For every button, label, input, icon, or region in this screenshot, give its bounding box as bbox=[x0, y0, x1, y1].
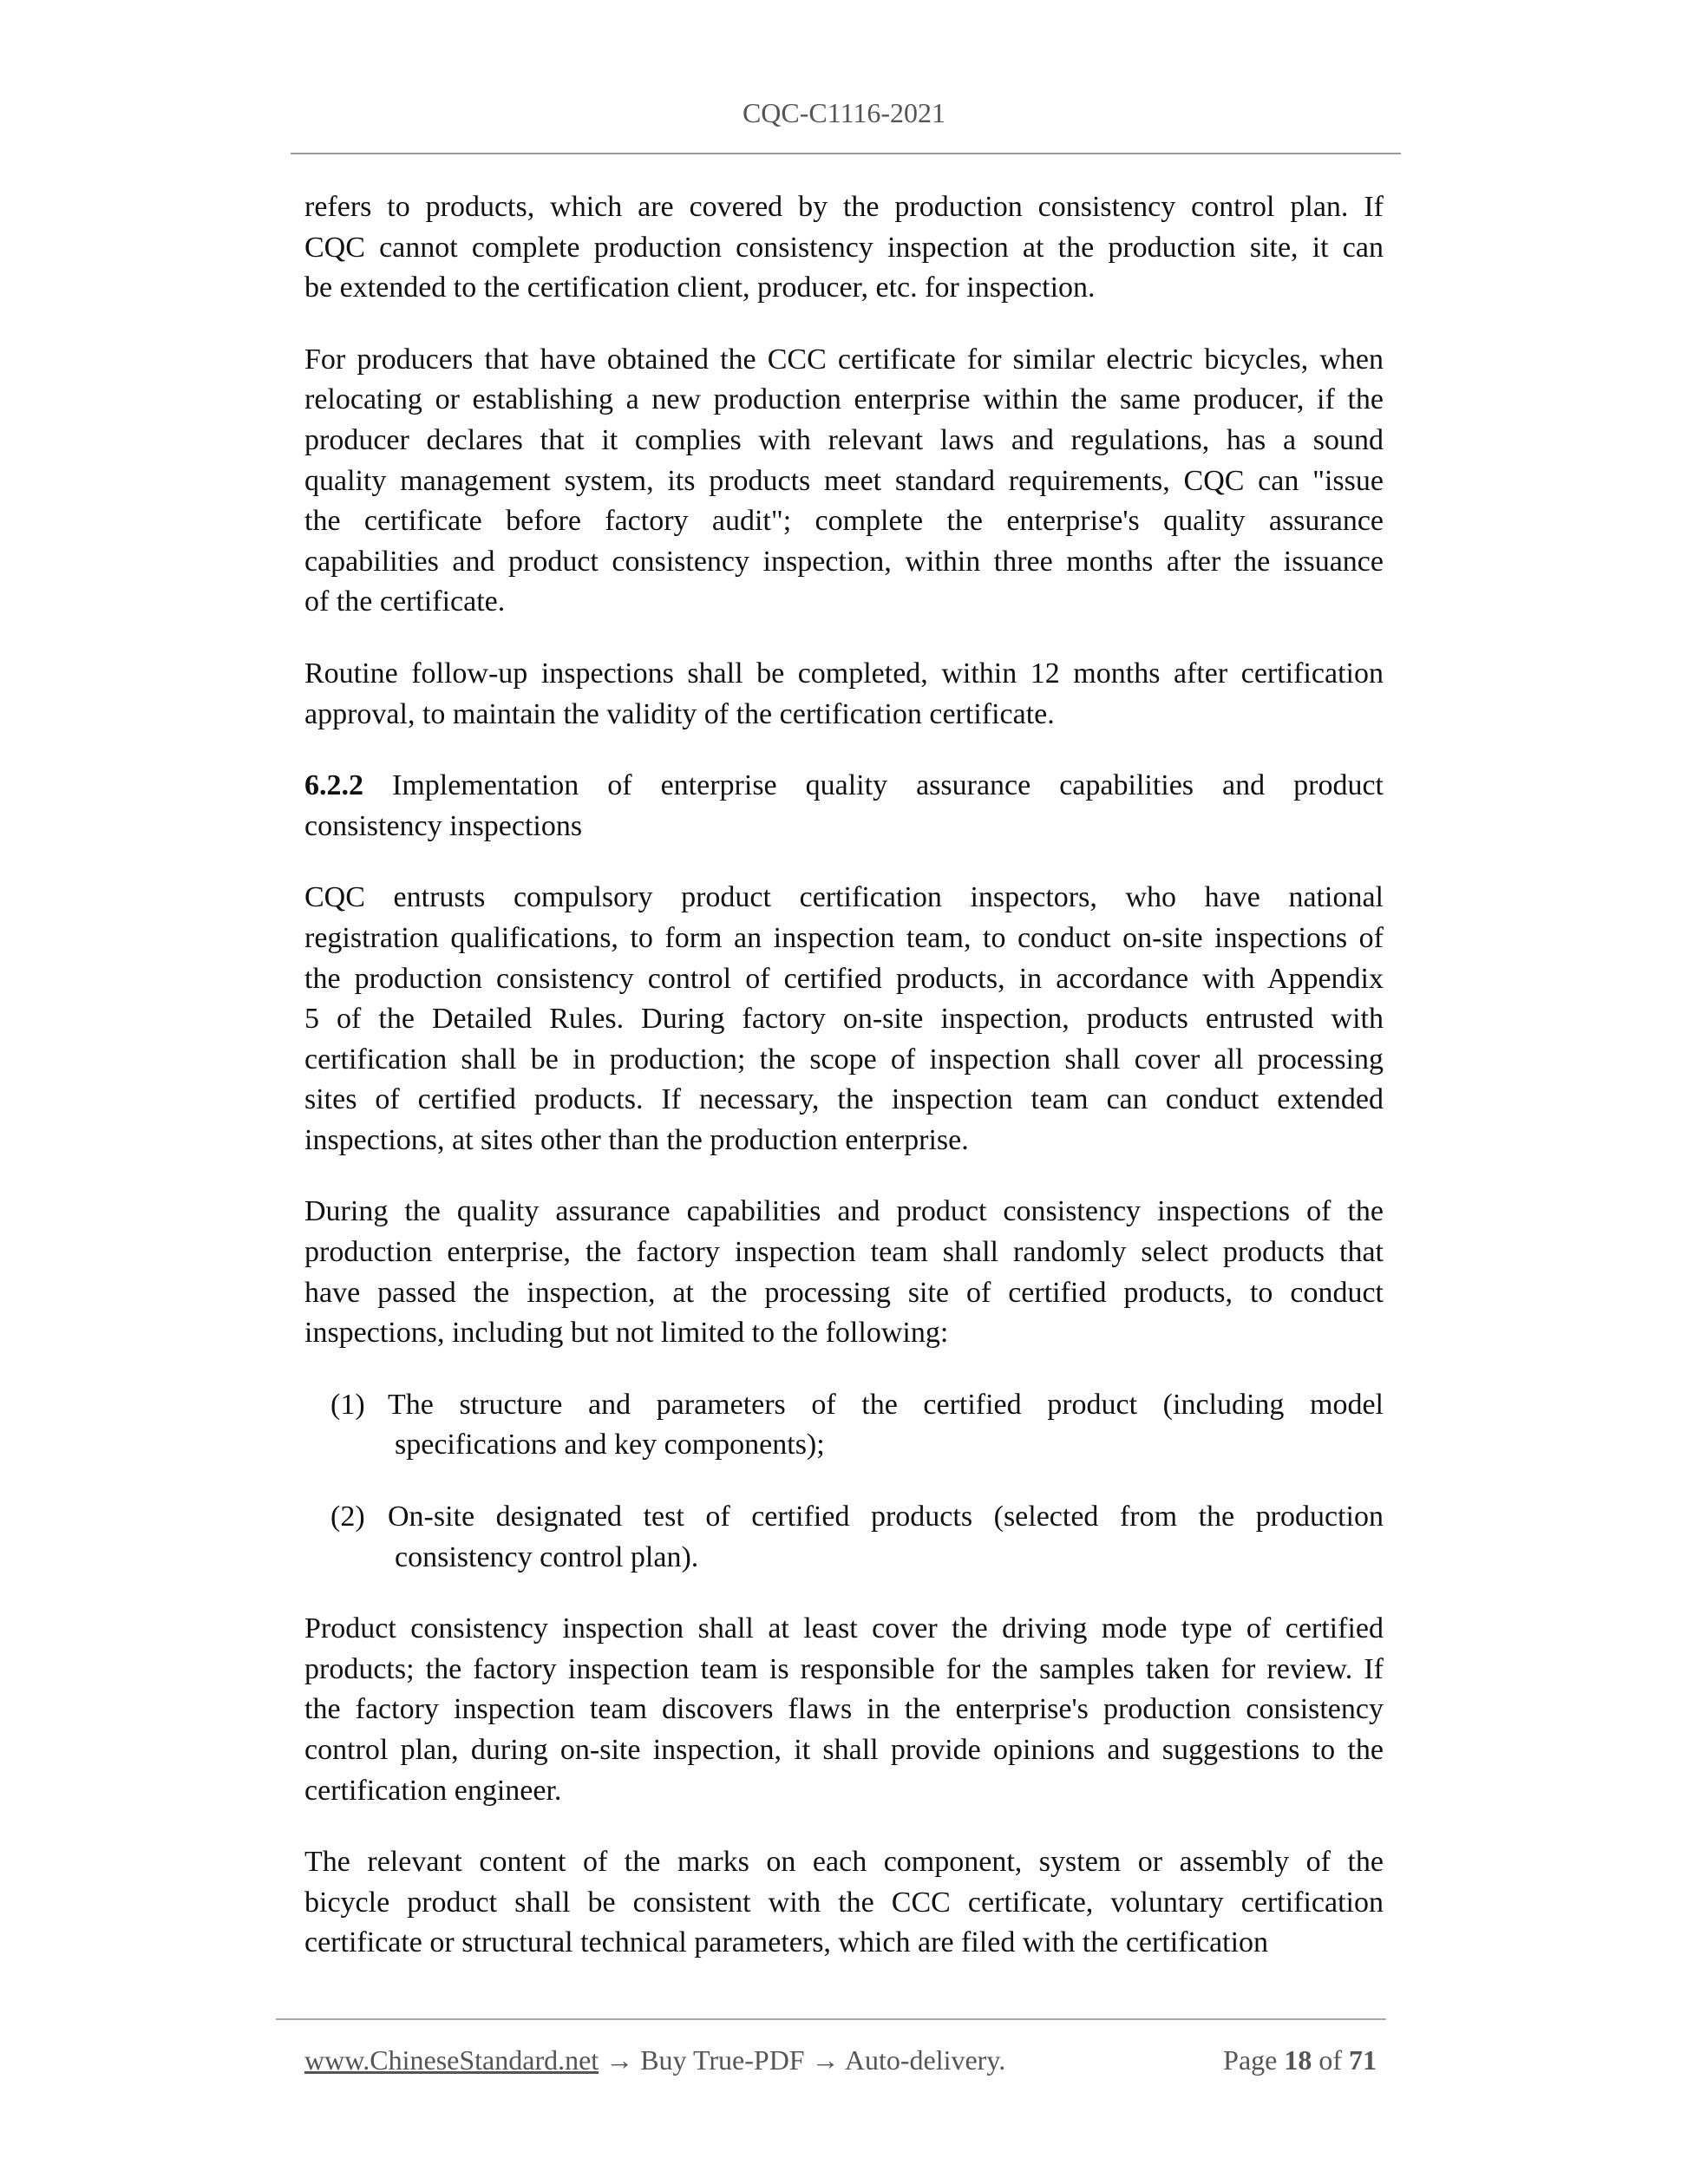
text-line: consistency control plan). bbox=[395, 1540, 699, 1573]
text-line: products; the factory inspection team is responsible for the samples taken for review. If bbox=[304, 1652, 1384, 1685]
paragraph bbox=[304, 187, 1384, 309]
text-line: The relevant content of the marks on each component, system or assembly of the bbox=[304, 1846, 1384, 1879]
text-line: certification engineer. bbox=[304, 1774, 562, 1807]
text-line: control plan, during on-site inspection, it shall provide opinions and suggestions to the bbox=[304, 1734, 1384, 1766]
list-number: (2) bbox=[330, 1501, 365, 1533]
text-line: registration qualifications, to form an inspection team, to conduct on-site inspections of bbox=[304, 921, 1384, 954]
text-line: certification shall be in production; the scope of inspection shall cover all processing bbox=[304, 1043, 1384, 1076]
text-line: the certificate before factory audit"; complete the enterprise's quality assurance bbox=[304, 505, 1384, 538]
text-line: refers to products, which are covered by the production consistency control plan. If bbox=[304, 191, 1384, 223]
text-line: approval, to maintain the validity of the certification certificate. bbox=[304, 697, 1055, 730]
text-line: the production consistency control of certified products, in accordance with Appendix bbox=[304, 962, 1384, 995]
text-line: specifications and key components); bbox=[395, 1429, 825, 1461]
paragraph bbox=[304, 1609, 1384, 1811]
arrow-icon: → bbox=[605, 2044, 634, 2076]
current-page: 18 bbox=[1284, 2044, 1312, 2076]
text-line: producer declares that it complies with relevant laws and regulations, has a sound bbox=[304, 423, 1384, 456]
page-label: Page bbox=[1223, 2044, 1278, 2076]
document-body bbox=[304, 187, 1384, 1995]
text-line: For producers that have obtained the CCC certificate for similar electric bicycles, when bbox=[304, 343, 1384, 376]
text-line: have passed the inspection, at the processing site of certified products, to conduct bbox=[304, 1276, 1384, 1309]
text-line: CQC entrusts compulsory product certification inspectors, who have national bbox=[304, 881, 1384, 914]
text-line: 5 of the Detailed Rules. During factory on-site inspection, products entrusted with bbox=[304, 1003, 1384, 1036]
text-line: The structure and parameters of the certified product (including model bbox=[388, 1388, 1384, 1421]
text-line: inspections, including but not limited to the following: bbox=[304, 1317, 949, 1350]
paragraph bbox=[304, 1192, 1384, 1353]
text-line: quality management system, its products meet standard requirements, CQC can "issue bbox=[304, 464, 1384, 497]
paragraph bbox=[304, 1842, 1384, 1964]
section-number: 6.2.2 bbox=[304, 769, 363, 802]
list-item bbox=[304, 1385, 1384, 1466]
list-item bbox=[304, 1497, 1384, 1578]
website-link[interactable]: www.ChineseStandard.net bbox=[304, 2044, 599, 2076]
text-line: of the certificate. bbox=[304, 585, 506, 618]
document-id-header: CQC-C1116-2021 bbox=[742, 97, 946, 128]
page-footer bbox=[304, 2044, 1377, 2076]
buy-pdf-text: Buy True-PDF bbox=[640, 2044, 805, 2076]
section-heading bbox=[304, 766, 1384, 847]
text-line: CQC cannot complete production consistency inspection at the production site, it can bbox=[304, 231, 1384, 264]
text-line: Product consistency inspection shall at least cover the driving mode type of certified bbox=[304, 1612, 1384, 1645]
footer-divider bbox=[276, 2018, 1386, 2020]
paragraph bbox=[304, 654, 1384, 735]
text-line: sites of certified products. If necessary, the inspection team can conduct extended bbox=[304, 1083, 1384, 1116]
header-divider bbox=[291, 153, 1401, 154]
text-line: production enterprise, the factory inspection team shall randomly select products that bbox=[304, 1236, 1384, 1269]
total-pages: 71 bbox=[1349, 2044, 1377, 2076]
text-line: relocating or establishing a new production enterprise within the same producer, if the bbox=[304, 383, 1384, 416]
footer-promo bbox=[304, 2044, 1005, 2076]
text-line: On-site designated test of certified products (selected from the production bbox=[388, 1501, 1384, 1533]
arrow-icon: → bbox=[811, 2044, 840, 2076]
text-line: the factory inspection team discovers flaws in the enterprise's production consistency bbox=[304, 1693, 1384, 1726]
text-line: Routine follow-up inspections shall be completed, within 12 months after certification bbox=[304, 657, 1384, 690]
page-number bbox=[1223, 2044, 1377, 2076]
text-line: be extended to the certification client, producer, etc. for inspection. bbox=[304, 271, 1096, 304]
auto-delivery-text: Auto-delivery. bbox=[844, 2044, 1006, 2076]
section-title: Implementation of enterprise quality assurance capabilities and product bbox=[392, 769, 1384, 802]
list-number: (1) bbox=[330, 1388, 365, 1421]
paragraph bbox=[304, 340, 1384, 623]
paragraph bbox=[304, 878, 1384, 1161]
text-line: capabilities and product consistency inspection, within three months after the issuance bbox=[304, 545, 1384, 578]
text-line: inspections, at sites other than the production enterprise. bbox=[304, 1123, 969, 1156]
text-line bbox=[304, 766, 1384, 807]
text-line: bicycle product shall be consistent with the CCC certificate, voluntary certification bbox=[304, 1886, 1384, 1919]
text-line: During the quality assurance capabilities and product consistency inspections of the bbox=[304, 1195, 1384, 1228]
text-line: certificate or structural technical parameters, which are filed with the certification bbox=[304, 1926, 1269, 1959]
of-label: of bbox=[1318, 2044, 1342, 2076]
text-line: consistency inspections bbox=[304, 809, 583, 842]
